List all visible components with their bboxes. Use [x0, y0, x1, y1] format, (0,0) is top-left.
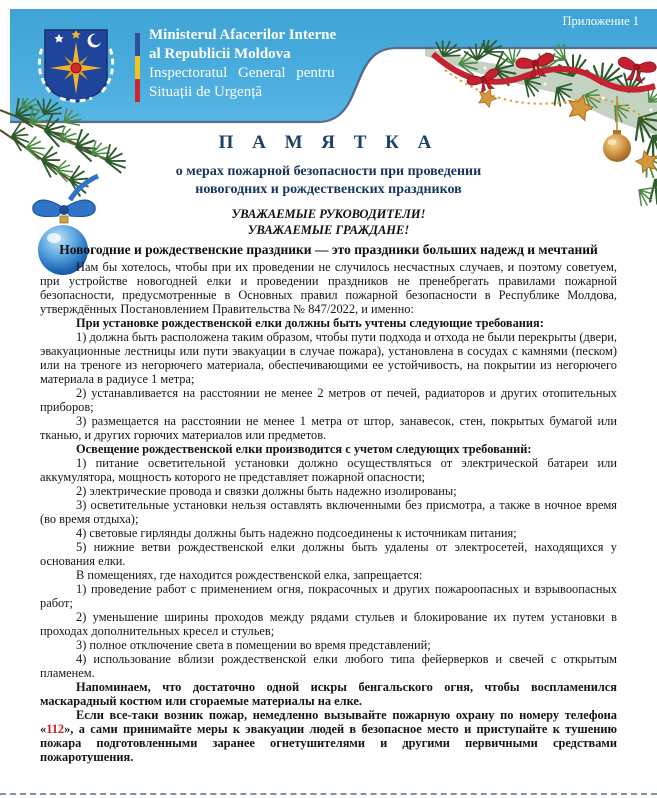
reminder-paragraph: Напоминаем, что достаточно одной искры бенгальского огня, чтобы воспламенился маскарадный костюм или сгораемые материалы на елке. [40, 680, 617, 708]
section3-item: 4) использование вблизи рождественской елки любого типа фейерверков и свечей с открытым пламенем. [40, 652, 617, 680]
section1-item: 3) размещается на расстоянии не менее 1 метра от штор, занавесок, стен, покрытых бумагой или тканью, и других горючих материалов или предметов. [40, 414, 617, 442]
section1-heading: При установке рождественской елки должны быть учтены следующие требования: [76, 316, 544, 330]
page-title: П А М Я Т К А [218, 132, 439, 153]
inspectorate-line1: Inspectoratul General pentru [149, 65, 335, 81]
intro-paragraph: Нам бы хотелось, чтобы при их проведении не случилось несчастных случаев, и поэтому советуем, при устройстве новогодней елки и проведении праздников не пренебрегать правилами пожарной безопасности, предусмотренные в Основных правил пожарной безопасности в Республике Молдова, утверждённых Постановлением Правительства № 847/2022, и именно: [40, 260, 617, 316]
document-subtitle [0, 163, 657, 199]
section3-item: 2) уменьшение ширины проходов между рядами стульев и блокирование их путем установки в проходах дополнительных кресел и стульев; [40, 610, 617, 638]
section2-heading: Освещение рождественской елки производится с учетом следующих требований: [76, 442, 532, 456]
document-content [0, 126, 657, 764]
ministry-line2: al Republicii Moldova [149, 46, 291, 62]
section2-item: 5) нижние ветви рождественской елки должны быть удалены от электросетей, находящихся у основания елки. [40, 540, 617, 568]
moldova-tricolor-stripe-icon [135, 33, 140, 102]
section1-item: 2) устанавливается на расстоянии не менее 2 метров от печей, радиаторов и других отопительных приборов; [40, 386, 617, 414]
section2-item: 1) питание осветительной установки должно осуществляться от электрической батареи или аккумулятора, мощность которого не представляет пожарной опасности; [40, 456, 617, 484]
emergency-number-112: 112 [46, 722, 65, 736]
section1-item: 1) должна быть расположена таким образом, чтобы пути подхода и отхода не были перекрыты (двери, эвакуационные лестницы или пути эвакуации в случае пожара), установлена в сосудах с камнями (песком) или на треноге из негорючего материала, обеспечивающими ее устойчивость, на покрытии из негорючего материала в радиусе 1 метра; [40, 330, 617, 386]
section2-item: 4) световые гирлянды должны быть надежно подсоединены к источникам питания; [76, 526, 517, 540]
section3-item: 1) проведение работ с применением огня, покрасочных и других пожароопасных и взрывоопасных работ; [40, 582, 617, 610]
section2-item: 2) электрические провода и связки должны быть надежно изолированы; [76, 484, 457, 498]
section3-heading: В помещениях, где находится рождественской елка, запрещается: [76, 568, 423, 582]
emergency-text-prefix: Если все-таки возник пожар, немедленно вызывайте пожарную охрану по номеру телефона « [40, 708, 617, 736]
ministry-line1: Ministerul Afacerilor Interne [149, 27, 337, 43]
lead-statement: Новогодние и рождественские праздники — это праздники больших надежд и мечтаний [59, 242, 598, 257]
section2-item: 3) осветительные установки нельзя оставлять включенными без присмотра, а также в ночное время (во время отдыха); [40, 498, 617, 526]
body-text [0, 260, 657, 764]
inspectorate-line2: Situații de Urgență [149, 84, 263, 100]
section3-item: 3) полное отключение света в помещении во время представлений; [76, 638, 431, 652]
subtitle-line1: о мерах пожарной безопасности при проведении [175, 164, 482, 179]
salutation-citizens: УВАЖАЕМЫЕ ГРАЖДАНЕ! [247, 223, 410, 237]
emergency-text-suffix: », а сами принимайте меры к эвакуации людей в безопасное место и приступайте к тушению пожара подготовленными заранее огнетушителями и другими первичными средствами пожаротушения. [40, 722, 617, 764]
ministry-name-block [149, 26, 461, 102]
salutation-block [0, 206, 657, 238]
subtitle-line2: новогодних и рождественских праздников [195, 182, 462, 197]
ministry-emblem-icon [30, 26, 122, 112]
annex-label: Приложение 1 [562, 14, 639, 28]
emergency-paragraph [40, 708, 617, 764]
salutation-leaders: УВАЖАЕМЫЕ РУКОВОДИТЕЛИ! [231, 207, 426, 221]
cut-line-divider [0, 793, 657, 795]
